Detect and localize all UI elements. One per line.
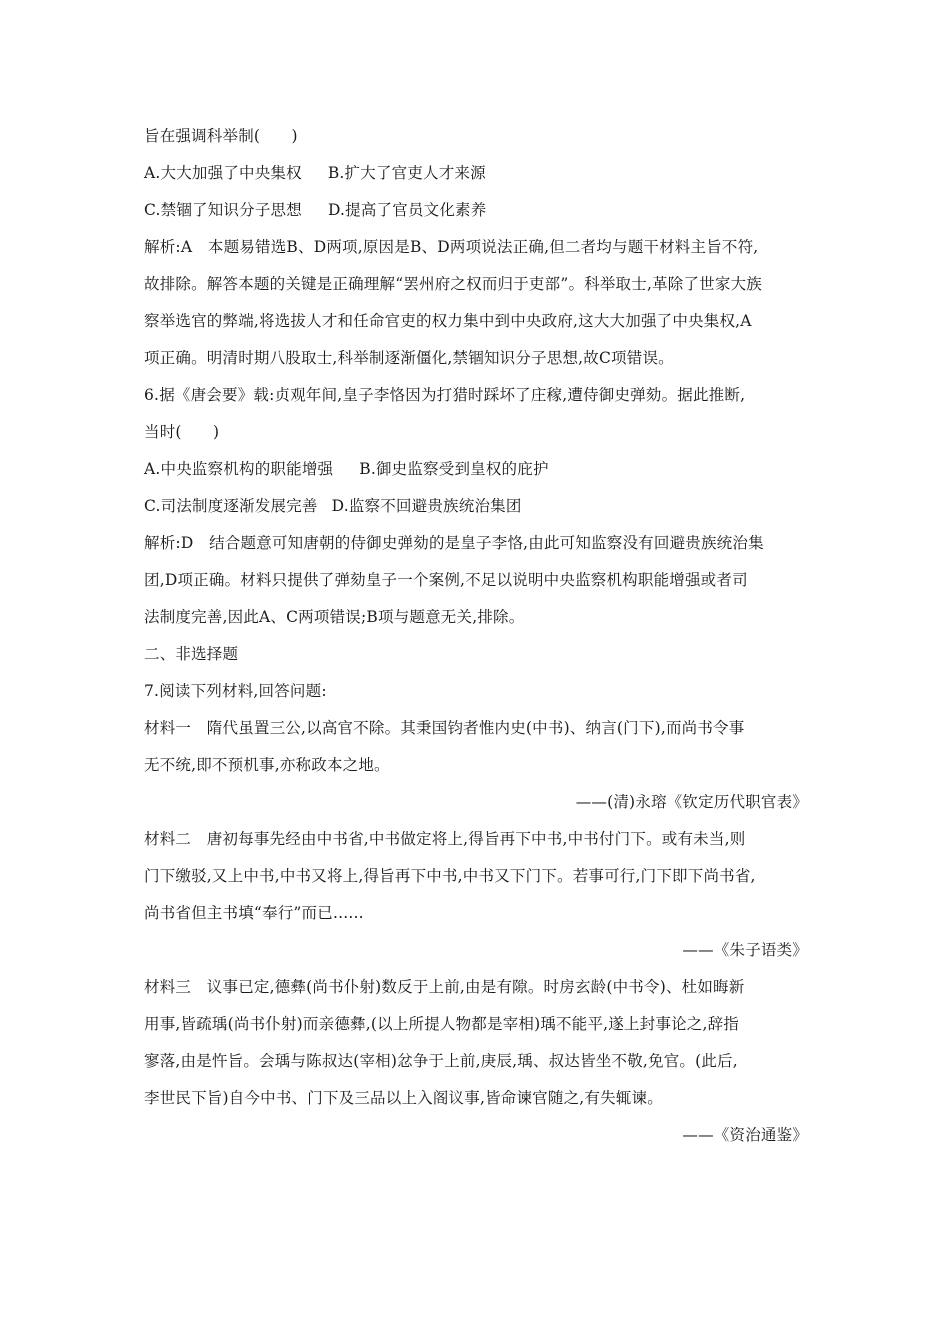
material1-line: 材料一 隋代虽置三公,以高官不除。其秉国钧者惟内史(中书)、纳言(门下),而尚书令事	[144, 719, 745, 737]
material3-line: 李世民下旨)自今中书、门下及三品以上入阁议事,皆命谏官随之,有失辄谏。	[144, 1089, 663, 1107]
material3-line: 用事,皆疏瑀(尚书仆射)而亲德彝,(以上所提人物都是宰相)瑀不能平,遂上封事论之,辞指	[144, 1015, 739, 1033]
material3-source: ——《资治通鉴》	[682, 1126, 808, 1144]
q6-option-c: C.司法制度逐渐发展完善	[144, 497, 318, 515]
material1-line: 无不统,即不预机事,亦称政本之地。	[144, 756, 390, 774]
q5-analysis-line: 故排除。解答本题的关键是正确理解“罢州府之权而归于吏部”。科举取士,革除了世家大族	[144, 275, 762, 293]
material2-source: ——《朱子语类》	[682, 941, 808, 959]
q6-option-a: A.中央监察机构的职能增强	[144, 460, 334, 478]
q7-stem: 7.阅读下列材料,回答问题:	[144, 682, 327, 700]
q5-options-ab	[144, 155, 808, 192]
q5-option-b: B.扩大了官吏人才来源	[327, 164, 486, 182]
q5-option-a: A.大大加强了中央集权	[144, 164, 302, 182]
material3-line: 寥落,由是忤旨。会瑀与陈叔达(宰相)忿争于上前,庚辰,瑀、叔达皆坐不敬,免官。(此后,	[144, 1052, 738, 1070]
q5-analysis-line: 项正确。明清时期八股取士,科举制逐渐僵化,禁锢知识分子思想,故C项错误。	[144, 349, 674, 367]
material1-source: ——(清)永瑢《钦定历代职官表》	[575, 793, 808, 811]
q5-analysis-line: 解析:A 本题易错选B、D两项,原因是B、D两项说法正确,但二者均与题干材料主旨不符,	[144, 238, 759, 256]
material2-line: 尚书省但主书填“奉行”而已......	[144, 904, 364, 922]
q5-options-cd	[144, 192, 808, 229]
q5-option-d: D.提高了官员文化素养	[327, 201, 487, 219]
document-page	[144, 118, 808, 1154]
section-title: 二、非选择题	[144, 645, 239, 663]
q6-option-b: B.御史监察受到皇权的庇护	[359, 460, 549, 478]
q5-option-c: C.禁锢了知识分子思想	[144, 201, 302, 219]
q5-stem-tail: 旨在强调科举制( )	[144, 127, 298, 145]
q6-options-cd	[144, 488, 808, 525]
material2-line: 材料二 唐初每事先经由中书省,中书做定将上,得旨再下中书,中书付门下。或有未当,则	[144, 830, 746, 848]
material3-line: 材料三 议事已定,德彝(尚书仆射)数反于上前,由是有隙。时房玄龄(中书令)、杜如晦新	[144, 978, 745, 996]
q6-option-d: D.监察不回避贵族统治集团	[331, 497, 522, 515]
q6-stem-line: 6.据《唐会要》载:贞观年间,皇子李恪因为打猎时踩坏了庄稼,遭侍御史弹劾。据此推断,	[144, 386, 746, 404]
material2-line: 门下缴驳,又上中书,中书又将上,得旨再下中书,中书又下门下。若事可行,门下即下尚书省,	[144, 867, 756, 885]
q6-analysis-line: 解析:D 结合题意可知唐朝的侍御史弹劾的是皇子李恪,由此可知监察没有回避贵族统治集	[144, 534, 764, 552]
q6-options-ab	[144, 451, 808, 488]
q6-stem-line: 当时( )	[144, 423, 220, 441]
q6-analysis-line: 团,D项正确。材料只提供了弹劾皇子一个案例,不足以说明中央监察机构职能增强或者司	[144, 571, 748, 589]
q5-analysis-line: 察举选官的弊端,将选拔人才和任命官吏的权力集中到中央政府,这大大加强了中央集权,A	[144, 312, 752, 330]
q6-analysis-line: 法制度完善,因此A、C两项错误;B项与题意无关,排除。	[144, 608, 525, 626]
